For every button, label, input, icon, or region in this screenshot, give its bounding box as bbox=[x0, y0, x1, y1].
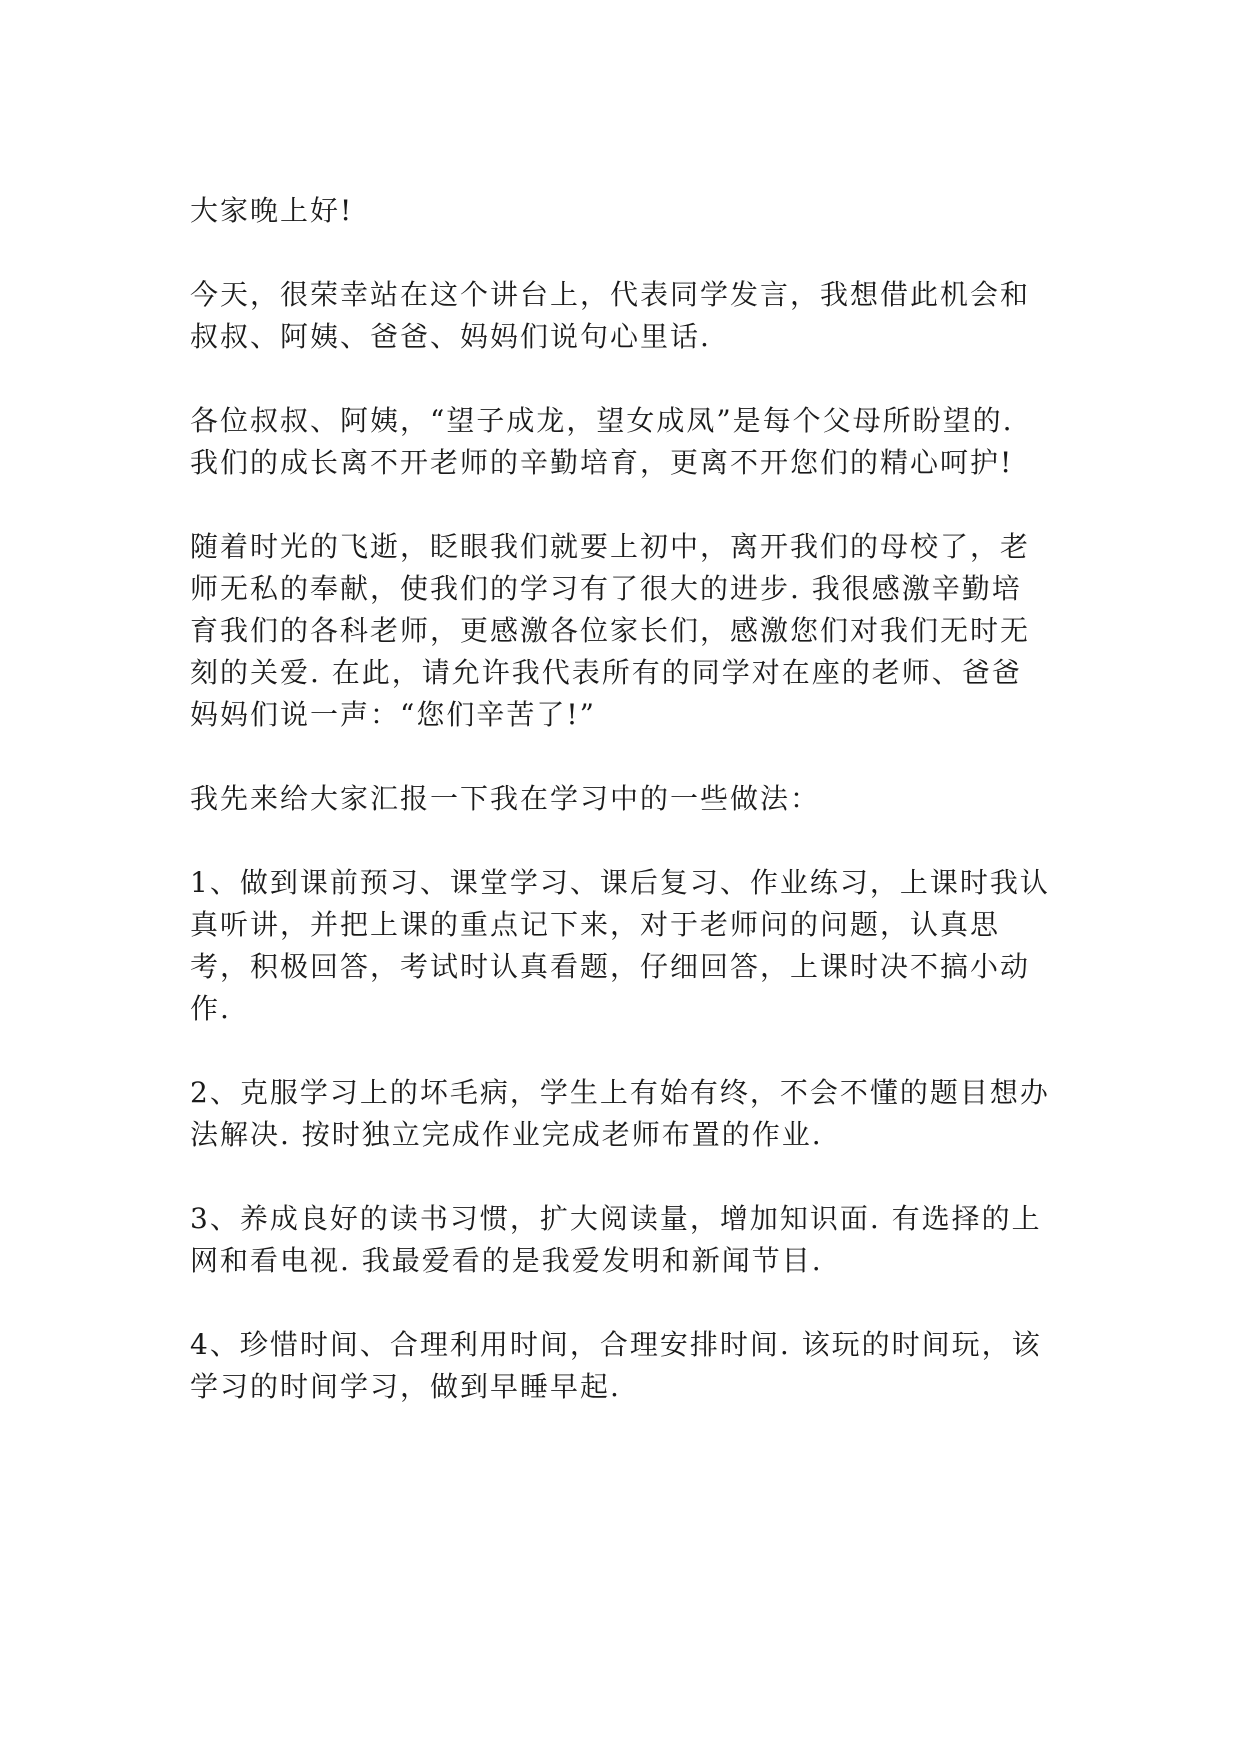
paragraph-item-2: 2、克服学习上的坏毛病，学生上有始有终，不会不懂的题目想办法解决. 按时独立完成作业完成老师布置的作业. bbox=[190, 1076, 1050, 1151]
paragraph-greeting: 大家晚上好! bbox=[190, 194, 354, 227]
paragraph-item-1: 1、做到课前预习、课堂学习、课后复习、作业练习，上课时我认真听讲，并把上课的重点记下来，对于老师问的问题，认真思考，积极回答，考试时认真看题，仔细回答，上课时决不搞小动作. bbox=[190, 866, 1050, 1025]
document-body bbox=[190, 190, 1050, 1450]
paragraph-gratitude: 随着时光的飞逝，眨眼我们就要上初中，离开我们的母校了，老师无私的奉献，使我们的学习有了很大的进步. 我很感激辛勤培育我们的各科老师，更感激各位家长们，感激您们对我们无时无刻的关爱. 在此，请允许我代表所有的同学对在座的老师、爸爸妈妈们说一声：“您们辛苦了!” bbox=[190, 530, 1031, 731]
paragraph-parents: 各位叔叔、阿姨，“望子成龙，望女成凤”是每个父母所盼望的. 我们的成长离不开老师的辛勤培育，更离不开您们的精心呵护! bbox=[190, 404, 1014, 479]
paragraph-item-4: 4、珍惜时间、合理利用时间，合理安排时间. 该玩的时间玩，该学习的时间学习，做到早睡早起. bbox=[190, 1328, 1042, 1403]
paragraph-item-3: 3、养成良好的读书习惯，扩大阅读量，增加知识面. 有选择的上网和看电视. 我最爱看的是我爱发明和新闻节目. bbox=[190, 1202, 1042, 1277]
paragraph-intro: 今天，很荣幸站在这个讲台上，代表同学发言，我想借此机会和叔叔、阿姨、爸爸、妈妈们说句心里话. bbox=[190, 278, 1031, 353]
paragraph-report-intro: 我先来给大家汇报一下我在学习中的一些做法： bbox=[190, 782, 821, 815]
